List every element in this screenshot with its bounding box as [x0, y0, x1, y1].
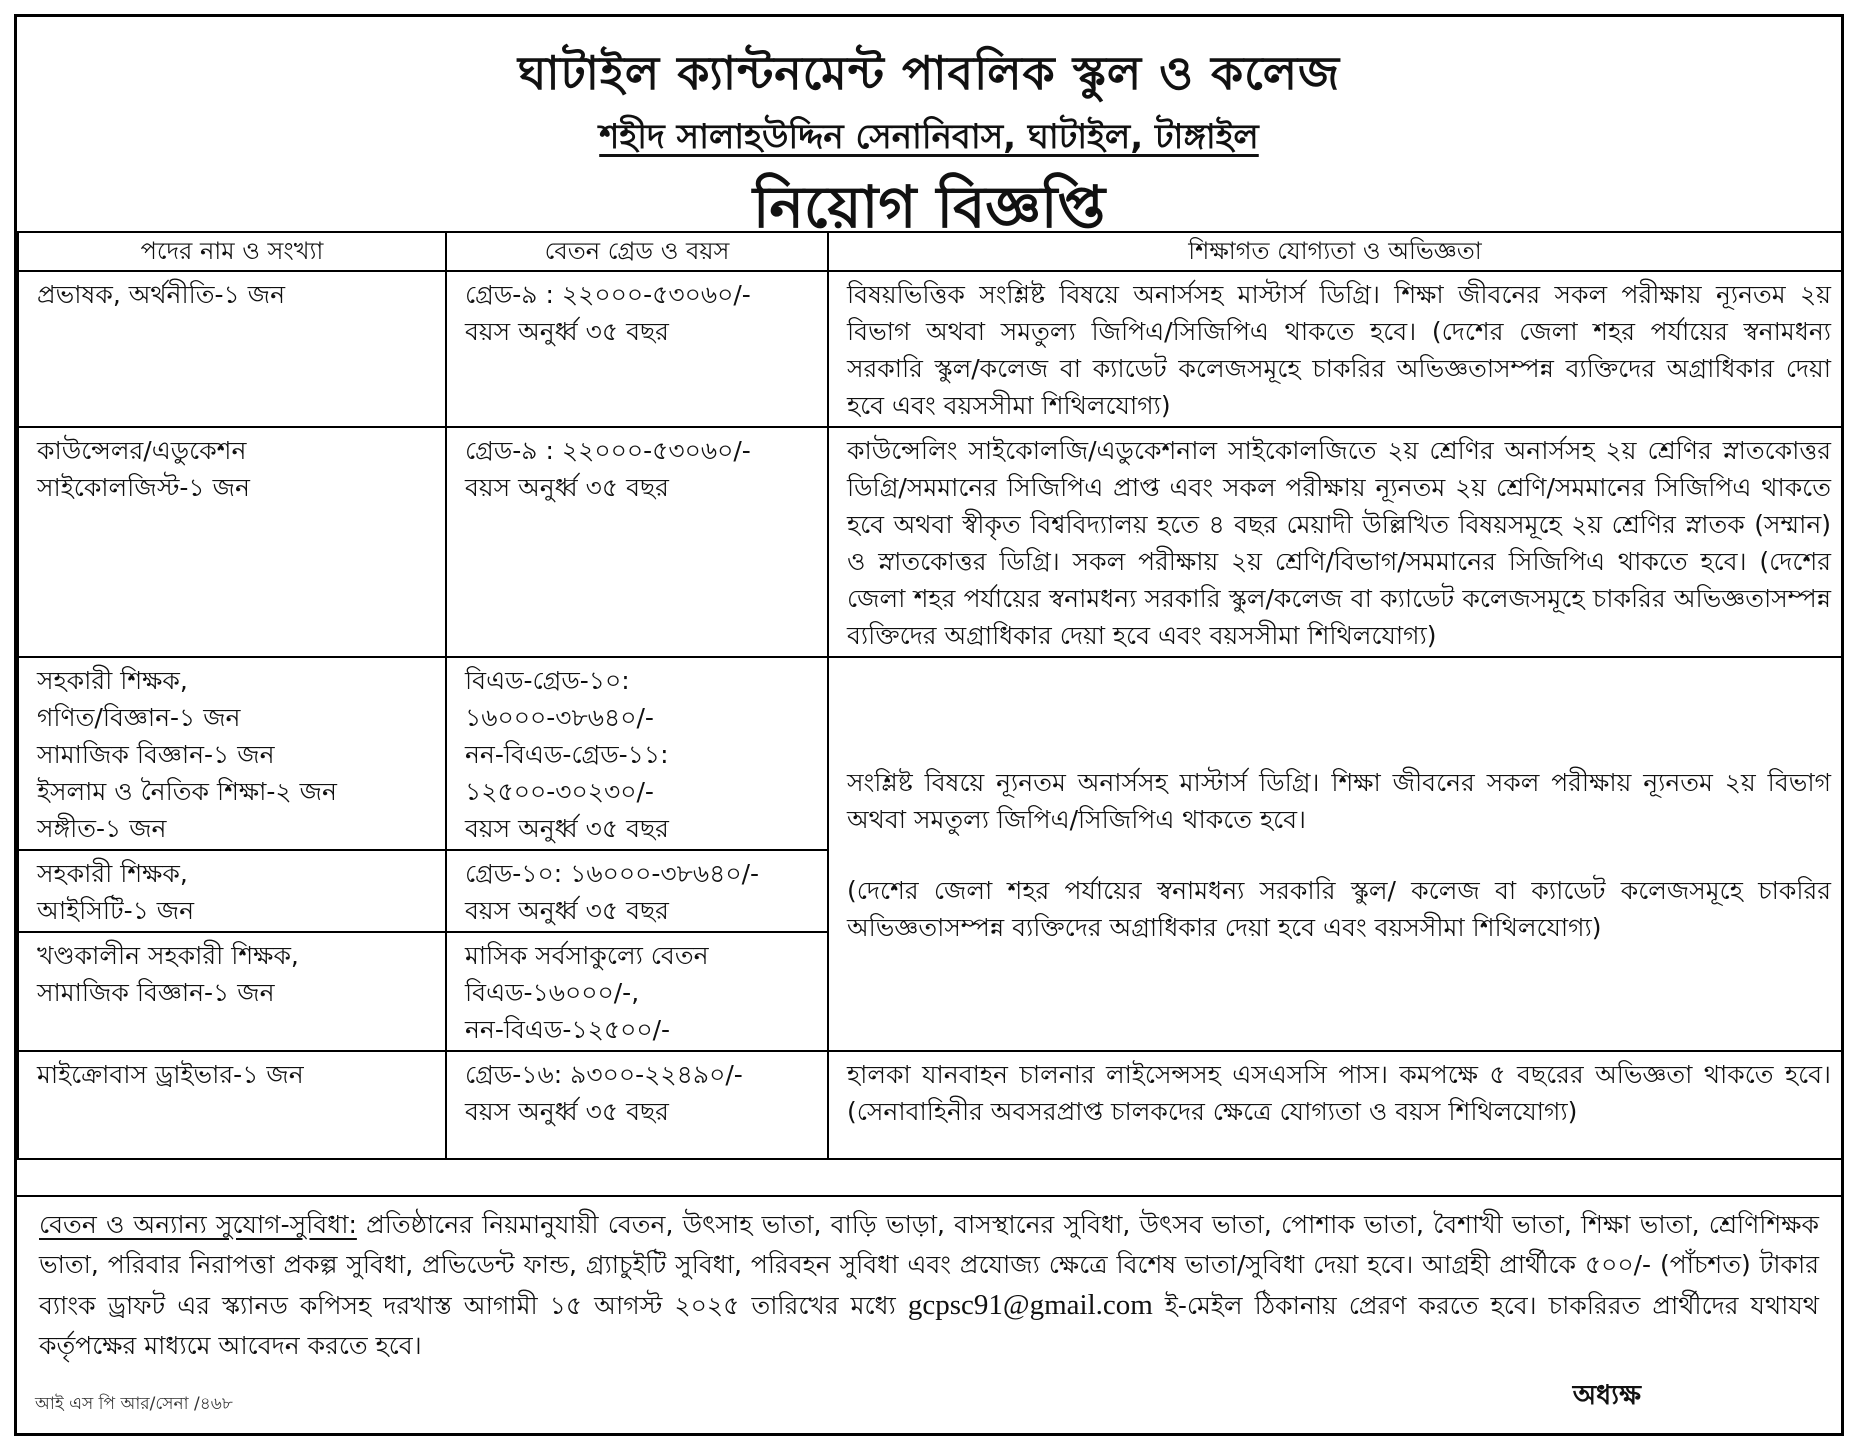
grade-line: গ্রেড-১৬: ৯৩০০-২২৪৯০/-: [465, 1060, 743, 1089]
grade-cell: [446, 271, 828, 427]
grade-line: মাসিক সর্বসাকুল্যে বেতন: [465, 941, 709, 970]
post-line: আইসিটি-১ জন: [37, 896, 195, 925]
post-cell: [18, 657, 446, 850]
table-row: [18, 427, 1842, 657]
notice-footer: [17, 1195, 1841, 1435]
column-header-qualification: শিক্ষাগত যোগ্যতা ও অভিজ্ঞতা: [828, 232, 1842, 271]
benefits-label: বেতন ও অন্যান্য সুযোগ-সুবিধা:: [39, 1210, 357, 1239]
age-line: বয়স অনুর্ধ্ব ৩৫ বছর: [465, 473, 669, 502]
age-line: বয়স অনুর্ধ্ব ৩৫ বছর: [465, 814, 669, 843]
post-line: ইসলাম ও নৈতিক শিক্ষা-২ জন: [37, 777, 337, 806]
grade-line: ১৬০০০-৩৮৬৪০/-: [465, 703, 654, 732]
vacancy-table: [17, 231, 1843, 1160]
grade-line: বিএড-গ্রেড-১০:: [465, 666, 630, 695]
post-line: প্রভাষক, অর্থনীতি-১ জন: [37, 280, 286, 309]
grade-cell: [446, 850, 828, 932]
post-line: গণিত/বিজ্ঞান-১ জন: [37, 703, 241, 732]
notice-header: [17, 17, 1841, 241]
post-line: সহকারী শিক্ষক,: [37, 666, 188, 695]
grade-line: নন-বিএড-গ্রেড-১১:: [465, 740, 669, 769]
grade-line: ১২৫০০-৩০২৩০/-: [465, 777, 654, 806]
table-row: [18, 1051, 1842, 1159]
table-row: [18, 657, 1842, 850]
qualification-cell: কাউন্সেলিং সাইকোলজি/এডুকেশনাল সাইকোলজিতে ২য় শ্রেণির অনার্সসহ ২য় শ্রেণির স্নাতকোত্তর ডিগ্রি/সমমানের সিজিপিএ প্রাপ্ত এবং সকল পরীক্ষায় ন্যূনতম ২য় শ্রেণি/সমমানের সিজিপিএ থাকতে হবে অথবা স্বীকৃত বিশ্ববিদ্যালয় হতে ৪ বছর মেয়াদী উল্লিখিত বিষয়সমূহে ২য় শ্রেণির স্নাতক (সম্মান) ও স্নাতকোত্তর ডিগ্রি। সকল পরীক্ষায় ২য় শ্রেণি/বিভাগ/সমমানের সিজিপিএ থাকতে হবে। (দেশের জেলা শহর পর্যায়ের স্বনামধন্য সরকারি স্কুল/কলেজ বা ক্যাডেট কলেজসমূহে চাকরির অভিজ্ঞতাসম্পন্ন ব্যক্তিদের অগ্রাধিকার দেয়া হবে এবং বয়সসীমা শিথিলযোগ্য): [828, 427, 1842, 657]
grade-line: গ্রেড-১০: ১৬০০০-৩৮৬৪০/-: [465, 859, 760, 888]
post-line: সামাজিক বিজ্ঞান-১ জন: [37, 740, 275, 769]
post-line: খণ্ডকালীন সহকারী শিক্ষক,: [37, 941, 299, 970]
grade-cell: [446, 427, 828, 657]
benefits-paragraph: [39, 1205, 1819, 1366]
table-header-row: [18, 232, 1842, 271]
qualification-cell: হালকা যানবাহন চালনার লাইসেন্সসহ এসএসসি পাস। কমপক্ষে ৫ বছরের অভিজ্ঞতা থাকতে হবে। (সেনাবাহিনীর অবসরপ্রাপ্ত চালকদের ক্ষেত্রে যোগ্যতা ও বয়স শিথিলযোগ্য): [828, 1051, 1842, 1159]
contact-email[interactable]: gcpsc91@gmail.com: [907, 1289, 1153, 1321]
age-line: বয়স অনুর্ধ্ব ৩৫ বছর: [465, 896, 669, 925]
grade-cell: [446, 657, 828, 850]
age-line: বয়স অনুর্ধ্ব ৩৫ বছর: [465, 317, 669, 346]
table-row: [18, 271, 1842, 427]
post-line: সঙ্গীত-১ জন: [37, 814, 167, 843]
qualification-cell: বিষয়ভিত্তিক সংশ্লিষ্ট বিষয়ে অনার্সসহ মাস্টার্স ডিগ্রি। শিক্ষা জীবনের সকল পরীক্ষায় ন্যূনতম ২য় বিভাগ অথবা সমতুল্য জিপিএ/সিজিপিএ থাকতে হবে। (দেশের জেলা শহর পর্যায়ের স্বনামধন্য সরকারি স্কুল/কলেজ বা ক্যাডেট কলেজসমূহে চাকরির অভিজ্ঞতাসম্পন্ন ব্যক্তিদের অগ্রাধিকার দেয়া হবে এবং বয়সসীমা শিথিলযোগ্য): [828, 271, 1842, 427]
reference-number: আই এস পি আর/সেনা /৪৬৮: [35, 1394, 233, 1414]
column-header-grade: বেতন গ্রেড ও বয়স: [446, 232, 828, 271]
post-cell: [18, 271, 446, 427]
grade-line: বিএড-১৬০০০/-,: [465, 978, 640, 1007]
grade-line: গ্রেড-৯ : ২২০০০-৫৩০৬০/-: [465, 280, 751, 309]
qualification-part-2: (দেশের জেলা শহর পর্যায়ের স্বনামধন্য সরকারি স্কুল/ কলেজ বা ক্যাডেট কলেজসমূহে চাকরির অভিজ্ঞতাসম্পন্ন ব্যক্তিদের অগ্রাধিকার দেয়া হবে এবং বয়সসীমা শিথিলযোগ্য): [847, 876, 1831, 942]
merged-qualification-cell: [828, 657, 1842, 1051]
column-header-post: পদের নাম ও সংখ্যা: [18, 232, 446, 271]
post-line: মাইক্রোবাস ড্রাইভার-১ জন: [37, 1060, 304, 1089]
post-line: সহকারী শিক্ষক,: [37, 859, 188, 888]
post-line: সাইকোলজিস্ট-১ জন: [37, 473, 250, 502]
post-cell: [18, 1051, 446, 1159]
institution-name: ঘাটাইল ক্যান্টনমেন্ট পাবলিক স্কুল ও কলেজ: [517, 46, 1341, 100]
post-cell: [18, 427, 446, 657]
post-line: সামাজিক বিজ্ঞান-১ জন: [37, 978, 275, 1007]
post-cell: [18, 932, 446, 1051]
notice-title: নিয়োগ বিজ্ঞপ্তি: [752, 173, 1106, 241]
notice-sheet: [14, 14, 1844, 1436]
institution-address: শহীদ সালাহউদ্দিন সেনানিবাস, ঘাটাইল, টাঙ্গাইল: [599, 117, 1259, 157]
post-line: কাউন্সেলর/এডুকেশন: [37, 436, 247, 465]
qualification-part-1: সংশ্লিষ্ট বিষয়ে ন্যূনতম অনার্সসহ মাস্টার্স ডিগ্রি। শিক্ষা জীবনের সকল পরীক্ষায় ন্যূনতম ২য় বিভাগ অথবা সমতুল্য জিপিএ/সিজিপিএ থাকতে হবে।: [847, 768, 1831, 834]
grade-cell: [446, 1051, 828, 1159]
post-cell: [18, 850, 446, 932]
benefits-tail: ই-মেইল ঠিকানায় প্রেরণ করতে হবে। চাকরিরত প্রার্থীদের যথাযথ কর্তৃপক্ষের মাধ্যমে আবেদন করতে হবে।: [39, 1291, 1819, 1360]
grade-line: গ্রেড-৯ : ২২০০০-৫৩০৬০/-: [465, 436, 751, 465]
signatory: অধ্যক্ষ: [1572, 1380, 1641, 1411]
grade-line: নন-বিএড-১২৫০০/-: [465, 1015, 671, 1044]
grade-cell: [446, 932, 828, 1051]
age-line: বয়স অনুর্ধ্ব ৩৫ বছর: [465, 1097, 669, 1126]
benefits-text: প্রতিষ্ঠানের নিয়মানুযায়ী বেতন, উৎসাহ ভাতা, বাড়ি ভাড়া, বাসস্থানের সুবিধা, উৎসব ভাতা, পোশাক ভাতা, বৈশাখী ভাতা, শিক্ষা ভাতা, শ্রেণিশিক্ষক ভাতা, পরিবার নিরাপত্তা প্রকল্প সুবিধা, প্রভিডেন্ট ফান্ড, গ্র্যাচুইটি সুবিধা, পরিবহন সুবিধা এবং প্রযোজ্য ক্ষেত্রে বিশেষ ভাতা/সুবিধা দেয়া হবে। আগ্রহী প্রার্থীকে ৫০০/- (পাঁচশত) টাকার ব্যাংক ড্রাফট এর স্ক্যানড কপিসহ দরখাস্ত আগামী ১৫ আগস্ট ২০২৫ তারিখের মধ্যে: [39, 1210, 1819, 1320]
